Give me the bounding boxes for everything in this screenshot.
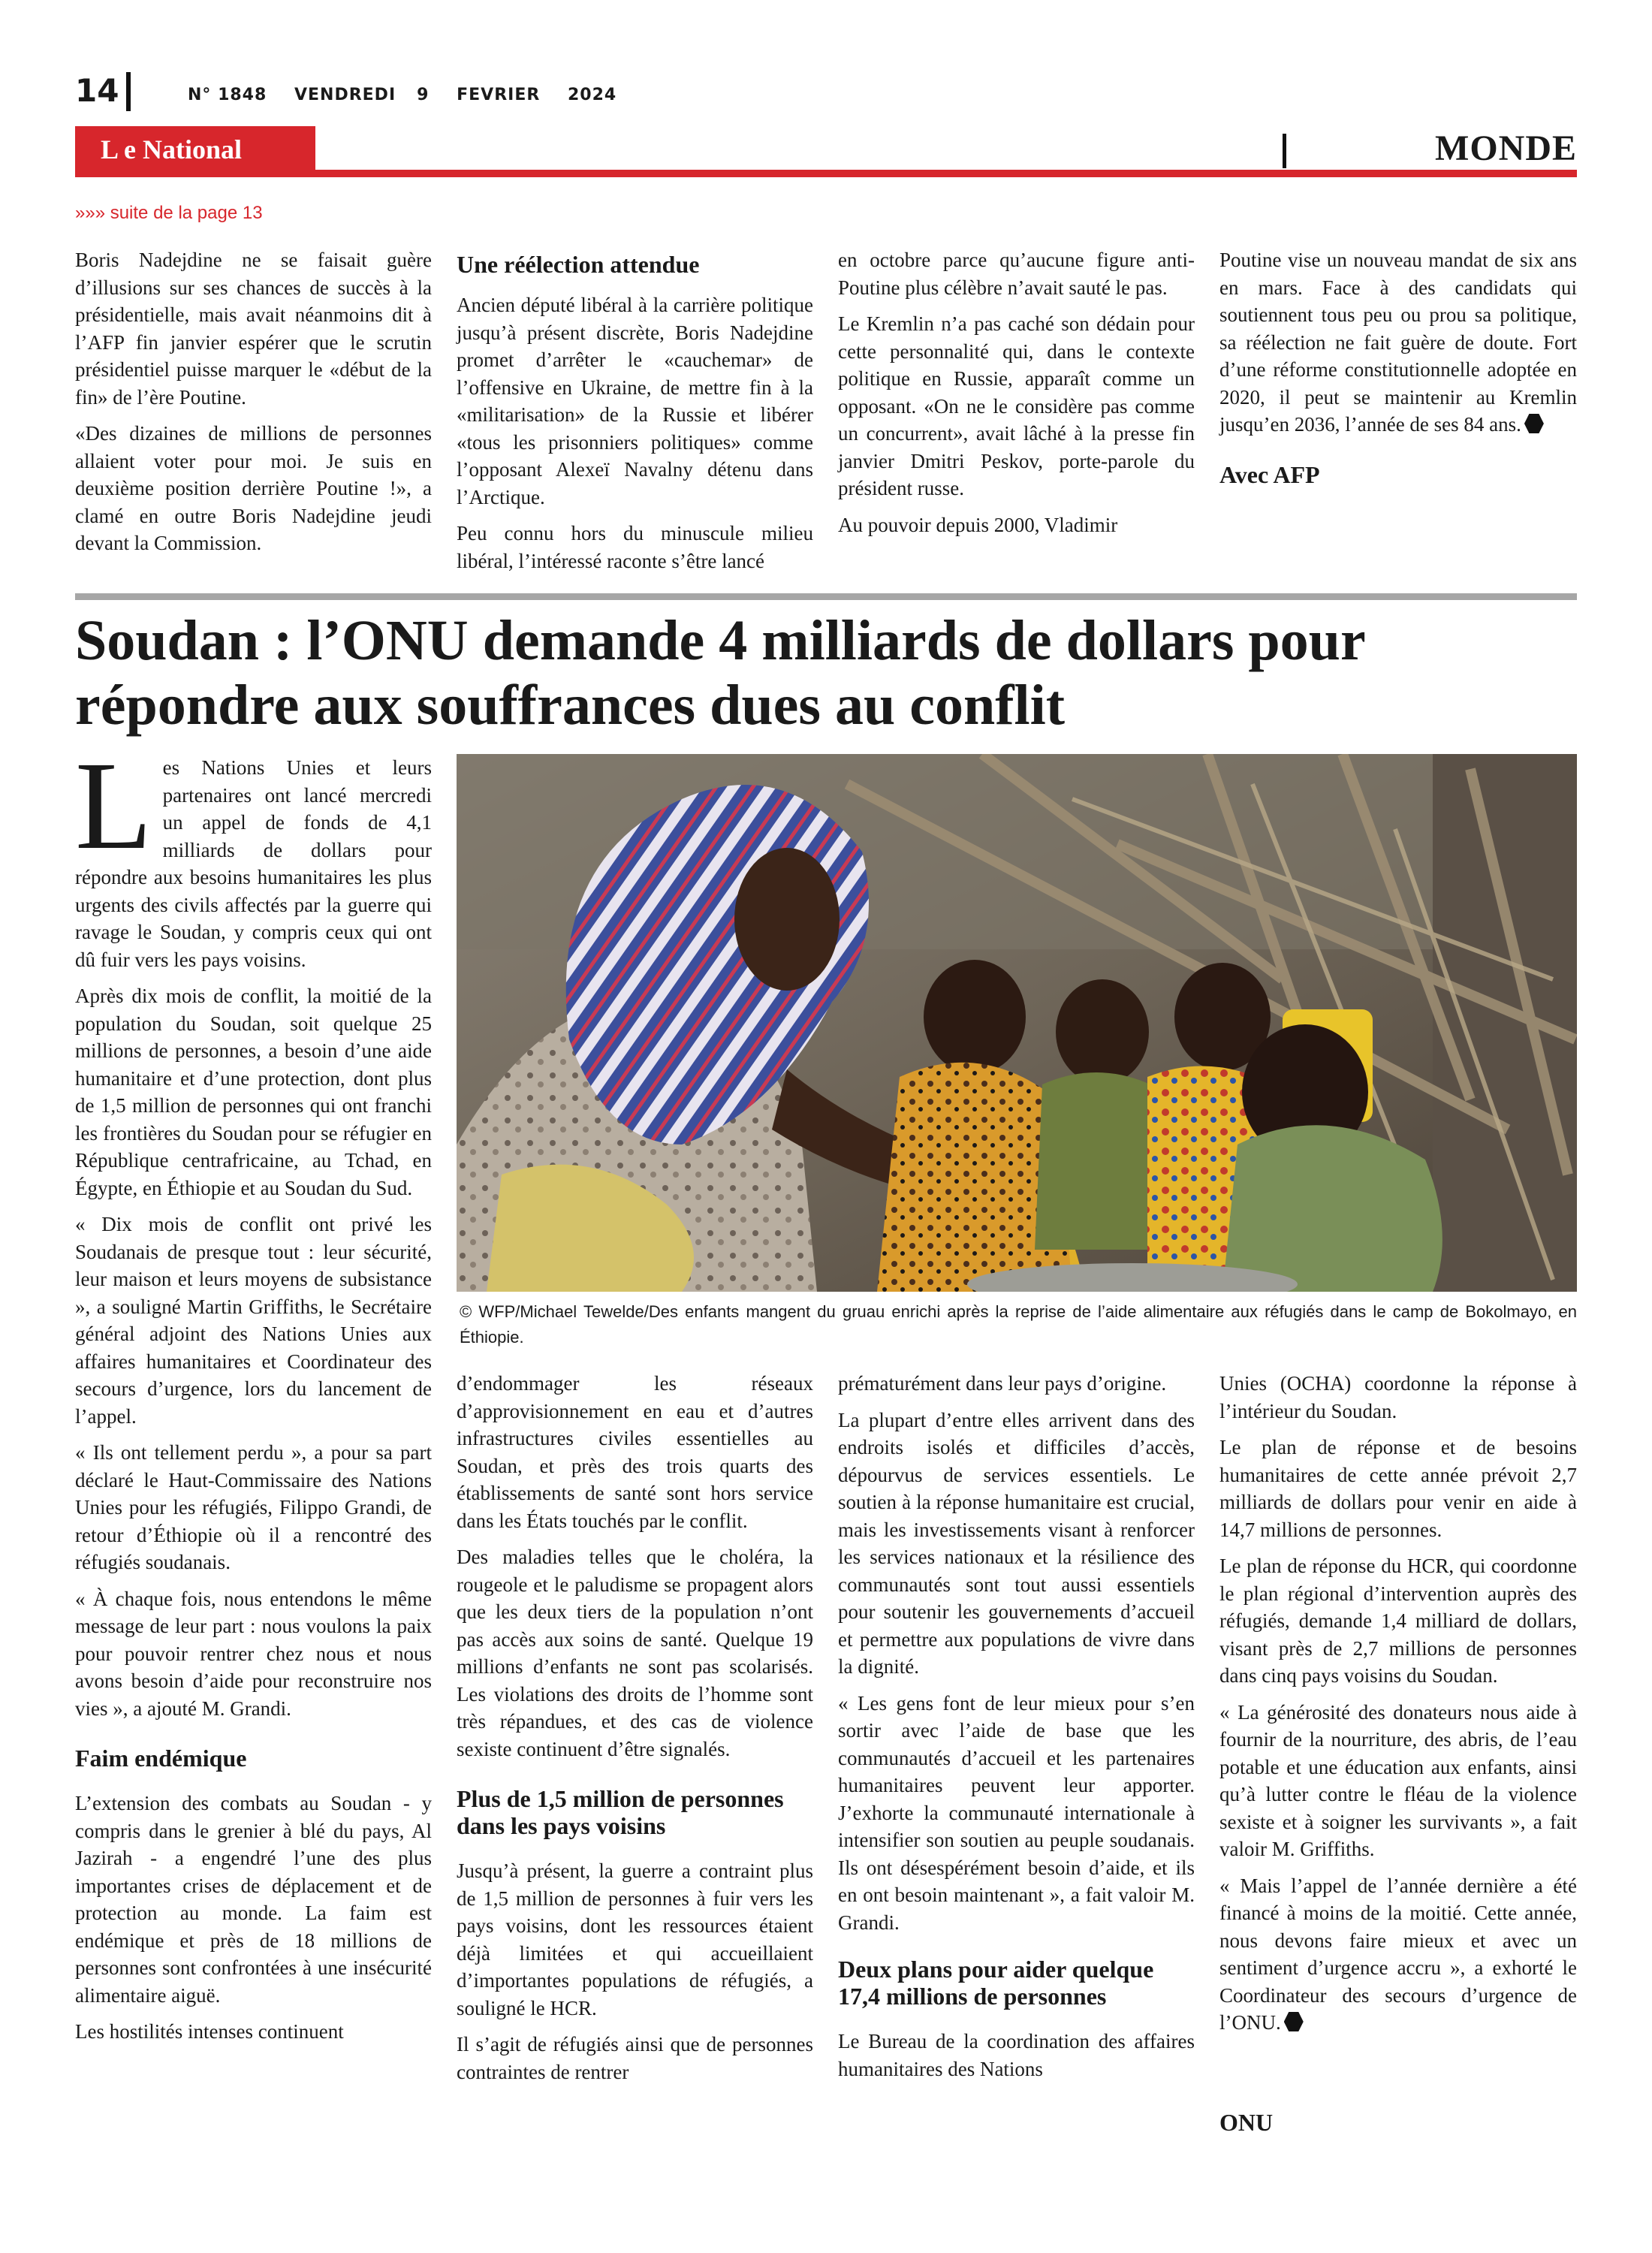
lead-paragraph [75,736,432,973]
photo-illustration [457,754,1577,1292]
signature: ONU [1219,2108,1274,2136]
paragraph: Ancien député libéral à la carrière politique jusqu’à présent discrète, Boris Nadejdine promet d’arrêter le «cauchemar» de l’offensive en Ukraine, de mettre fin à la «militarisation» de la Russie et libérer «tous les prisonniers politiques» comme l’opposant Alexeï Navalny détenu dans l’Arctique. [457,294,813,508]
subheading: Une réélection attendue [457,251,700,278]
paragraph: Unies (OCHA) coordonne la réponse à l’intérieur du Soudan. [1219,1372,1577,1422]
section-divider [1283,134,1286,168]
subheading: Faim endémique [75,1745,247,1772]
paragraph [1219,1872,1577,2037]
paragraph-text: Poutine vise un nouveau mandat de six ans en mars. Face à des candidats qui soutiennent tous peu ou prou sa politique, sa réélection ne fait guère de doute. Fort d’une réforme constitutionnelle adoptée en 2020, il peut se maintenir au Kremlin jusqu’en 2036, l’année de ses 84 ans. [1219,249,1577,436]
article-separator [75,593,1577,600]
paragraph [1219,246,1577,439]
article2-col4 [1219,1370,1577,2136]
lead-text: es Nations Unies et leurs partenaires ont lancé mercredi un appel de fonds de 4,1 milliards de dollars pour répondre aux besoins humanitaires les plus urgents des civils affectés par la guerre qui ravage le Soudan, y compris ceux qui ont dû fuir vers les pays voisins. [75,756,432,971]
issue-number: N° 1848 [188,86,267,104]
paragraph: « Dix mois de conflit ont privé les Soudanais de presque tout : leur sécurité, leur maison et leurs moyens de subsistance », a souligné Martin Griffiths, le Secrétaire général adjoint des Nations Unies aux affaires humanitaires et Coordinateur des secours d’urgence, lors du lancement de l’appel. [75,1213,432,1428]
paragraph: L’extension des combats au Soudan - y compris dans le grenier à blé du pays, Al Jazirah - a engendré l’une des plus importantes crises de déplacement et de protection au monde. La faim est endémique et près de 18 millions de personnes sont confrontées à une insécurité alimentaire aiguë. [75,1792,432,2007]
paragraph: Le plan de réponse du HCR, qui coordonne le plan régional d’intervention auprès des réfugiés, demande 1,4 milliard de dollars, visant près de 2,7 millions de personnes dans cinq pays voisins du Soudan. [1219,1555,1577,1687]
subheading: Deux plans pour aider quelque 17,4 millions de personnes [838,1956,1154,2010]
paragraph: Le Bureau de la coordination des affaires humanitaires des Nations [838,2030,1195,2080]
paragraph: Après dix mois de conflit, la moitié de la population du Soudan, soit quelque 25 millions de personnes, a besoin d’une aide humanitaire et d’une protection, dont plus de 1,5 million de personnes qui ont franchi les frontières du Soudan pour se réfugier en République centrafricaine, au Tchad, en Égypte, en Éthiopie et au Soudan du Sud. [75,985,432,1199]
paragraph-text: « Mais l’appel de l’année dernière a été financé à moins de la moitié. Cette année, nous devons faire mieux et avec un sentiment d’urgence accru », a exhorté le Coordinateur des secours d’urgence de l’ONU. [1219,1874,1577,2034]
weekday: VENDREDI [294,86,396,104]
end-mark-icon [1524,414,1544,433]
subheading: Plus de 1,5 million de personnes dans les pays voisins [457,1785,784,1839]
header-rule [75,170,1577,177]
paragraph: Au pouvoir depuis 2000, Vladimir [838,513,1118,536]
paragraph: Les hostilités intenses continuent [75,2020,344,2043]
paragraph: d’endommager les réseaux d’approvisionnement en eau et d’autres infrastructures civiles essentielles au Soudan, et près des trois quarts des établissements de santé sont hors service dans les États touchés par le conflit. [457,1372,813,1532]
article1-col2 [457,246,813,584]
paragraph: Peu connu hors du minuscule milieu libéral, l’intéressé raconte s’être lancé [457,522,813,572]
paragraph: Il s’agit de réfugiés ainsi que de personnes contraintes de rentrer [457,2033,813,2083]
page-number: 14 [75,72,119,109]
article2-col2 [457,1370,813,2095]
paragraph: « À chaque fois, nous entendons le même message de leur part : nous voulons la paix pour pouvoir rentrer chez nous et nous avons besoin d’aide pour reconstruire nos vies », a ajouté M. Grandi. [75,1587,432,1720]
paragraph: «Des dizaines de millions de personnes allaient voter pour moi. Je suis en deuxième position derrière Poutine !», a clamé en outre Boris Nadejdine jeudi devant la Commission. [75,422,432,554]
news-photo [457,754,1577,1292]
day: 9 [417,86,430,104]
header-divider [126,72,131,111]
paragraph: prématurément dans leur pays d’origine. [838,1372,1167,1395]
paragraph: « La générosité des donateurs nous aide à fournir de la nourriture, des abris, de l’eau potable et une éducation aux enfants, ainsi qu’à lutter contre le fléau de la violence sexiste et à soigner les survivants », a fait valoir M. Griffiths. [1219,1700,1577,1860]
drop-cap: L [75,736,152,876]
article1-col3 [838,246,1195,547]
year: 2024 [567,86,617,104]
photo-caption: © WFP/Michael Tewelde/Des enfants mangent du gruau enrichi après la reprise de l’aide alimentaire aux réfugiés dans le camp de Bokolmayo, en Éthiopie. [460,1302,1577,1347]
headline: Soudan : l’ONU demande 4 milliards de dollars pour répondre aux souffrances dues au conflit [75,609,1365,737]
paragraph: La plupart d’entre elles arrivent dans des endroits isolés et difficiles d’accès, dépourvus de services essentiels. Le soutien à la réponse humanitaire est crucial, mais les investissements visant à renforcer les services nationaux et la résilience des communautés sont tout aussi essentiels pour soutenir les gouvernements d’accueil et permettre aux populations de vivre dans la dignité. [838,1408,1195,1678]
brand-name: L e National [101,134,243,164]
paragraph: « Les gens font de leur mieux pour s’en sortir avec l’aide de base que les communautés d’accueil et les partenaires humanitaires peuvent leur apporter. J’exhorte la communauté internationale à intensifier son soutien au peuple soudanais. Ils ont désespérément besoin d’aide, et ils en ont besoin maintenant », a fait valoir M. Grandi. [838,1691,1195,1934]
continuation-note: »»» suite de la page 13 [75,203,263,223]
issue-info [188,86,638,104]
paragraph: Boris Nadejdine ne se faisait guère d’illusions sur ses chances de succès à la présidentielle, mais avait néanmoins dit à l’AFP fin janvier espérer que le scrutin présidentiel puisse marquer le «début de la fin» de l’ère Poutine. [75,249,432,409]
paragraph: Le plan de réponse et de besoins humanitaires de cette année prévoit 2,7 milliards de dollars pour venir en aide à 14,7 millions de personnes. [1219,1436,1577,1541]
month: FEVRIER [457,86,541,104]
article1-col1 [75,246,432,566]
article1-col4 [1219,246,1577,488]
paragraph: Jusqu’à présent, la guerre a contraint plus de 1,5 million de personnes à fuir vers les pays voisins, dont les ressources étaient déjà limitées et qui accueillaient d’importantes populations de réfugiés, a souligné le HCR. [457,1859,813,2019]
article2-col3 [838,1370,1195,2092]
signature: Avec AFP [1219,460,1320,488]
paragraph: en octobre parce qu’aucune figure anti-Poutine plus célèbre n’avait sauté le pas. [838,249,1195,299]
section-name: MONDE [1435,128,1577,168]
paragraph: Le Kremlin n’a pas caché son dédain pour cette personnalité qui, dans le contexte politique en Russie, apparaît comme un opposant. «On ne le considère pas comme un concurrent», avait lâché à la presse fin janvier Dmitri Peskov, porte-parole du président russe. [838,312,1195,499]
article2-col1 [75,736,432,2055]
paragraph: Des maladies telles que le choléra, la rougeole et le paludisme se propagent alors que les deux tiers de la population n’ont pas accès aux soins de santé. Quelque 19 millions d’enfants ne sont pas scolarisés. Les violations des droits de l’homme sont très répandues, et des cas de violence sexiste continuent d’être signalés. [457,1546,813,1760]
end-mark-icon [1284,2012,1304,2031]
paragraph: « Ils ont tellement perdu », a pour sa part déclaré le Haut-Commissaire des Nations Unies pour les réfugiés, Filippo Grandi, de retour d’Éthiopie où il a rencontré des réfugiés soudanais. [75,1441,432,1573]
